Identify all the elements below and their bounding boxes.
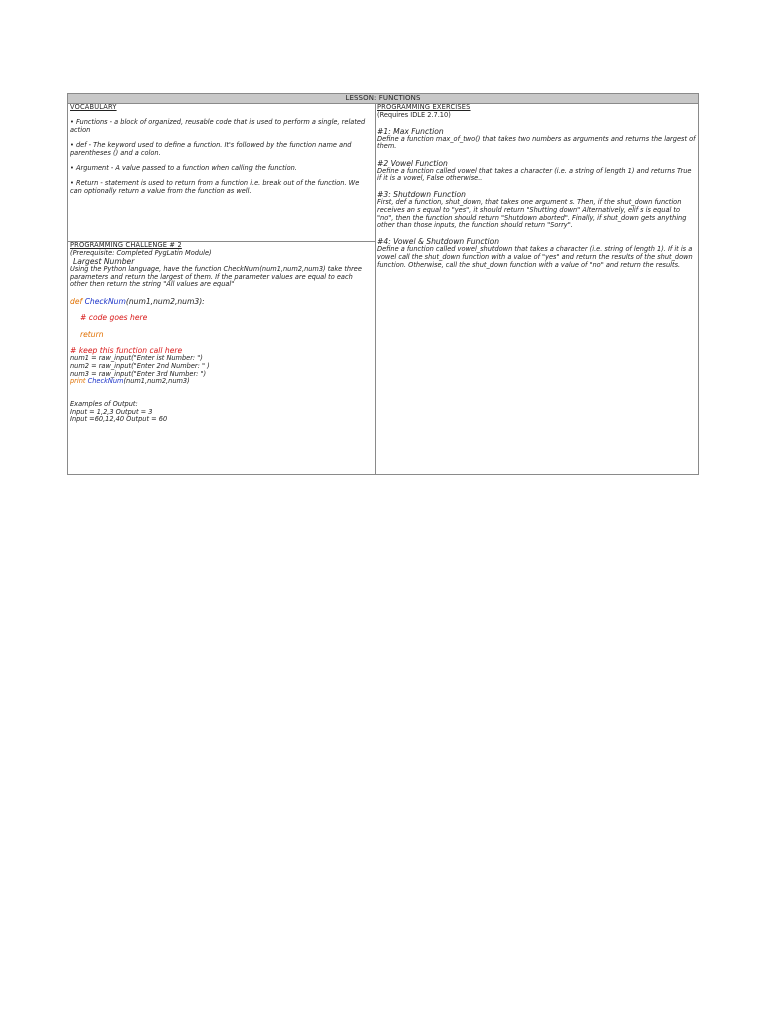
lesson-title: LESSON: FUNCTIONS xyxy=(68,94,698,104)
code-input-line-2: num2 = raw_input("Enter 2nd Number: " ) xyxy=(70,361,210,370)
challenge-heading: PROGRAMMING CHALLENGE # 2 xyxy=(70,241,182,249)
exercises-heading: PROGRAMMING EXERCISES xyxy=(377,103,471,111)
print-keyword: print xyxy=(70,377,86,386)
vocab-item-def: • def - The keyword used to define a function. It's followed by the function name and parentheses () and a colon. xyxy=(70,140,352,157)
vocab-item-return: • Return - statement is used to return from a function i.e. break out of the function. We can optionally return a value from the function as well. xyxy=(70,178,360,195)
challenge-prereq: (Prerequisite: Completed PygLatin Module) xyxy=(70,248,212,257)
exercise-4-body: Define a function called vowel_shutdown that takes a character (i.e. string of length 1). If it is a vowel call the shut_down function with a value of "yes" and return the results of the shut_down function. Otherwise, call the shut_down function with a value of "no" and return the results. xyxy=(377,245,693,269)
example-2: Input =60,12,40 Output = 60 xyxy=(70,415,168,424)
function-params: (num1,num2,num3): xyxy=(125,296,205,306)
challenge-cell xyxy=(70,242,370,424)
def-keyword: def xyxy=(70,296,83,306)
code-print-line xyxy=(70,378,370,386)
function-name: CheckNum xyxy=(84,296,126,306)
challenge-subtitle: Largest Number xyxy=(73,257,135,267)
vocab-item-argument: • Argument - A value passed to a function when calling the function. xyxy=(70,163,297,172)
code-call-comment: # keep this function call here xyxy=(70,346,183,356)
vocabulary-cell xyxy=(70,104,370,195)
exercise-1-body: Define a function max_of_two() that takes two numbers as arguments and returns the largest of them. xyxy=(377,134,696,151)
exercises-requires: (Requires IDLE 2.7.10) xyxy=(377,110,451,119)
return-keyword: return xyxy=(80,329,104,339)
exercise-2-body: Define a function called vowel that takes a character (i.e. a string of length 1) and returns True if it is a vowel, False otherwise.. xyxy=(377,166,692,183)
worksheet-table xyxy=(67,93,699,475)
challenge-description: Using the Python language, have the function CheckNum(num1,num2,num3) take three parameters and return the largest of them. If the parameter values are equal to each other then return the string "All values are equal" xyxy=(70,265,362,289)
code-input-line-3: num3 = raw_input("Enter 3rd Number: ") xyxy=(70,369,207,378)
vocabulary-heading: VOCABULARY xyxy=(70,103,117,111)
code-input-line-1: num1 = raw_input("Enter ist Number: ") xyxy=(70,354,203,363)
exercise-1-title: #1: Max Function xyxy=(377,126,444,136)
exercise-2-title: #2 Vowel Function xyxy=(377,158,448,168)
exercises-cell xyxy=(377,104,697,269)
example-1: Input = 1,2,3 Output = 3 xyxy=(70,407,153,416)
exercise-3-body: First, def a function, shut_down, that takes one argument s. Then, if the shut_down function receives an s equal to "yes", it should return "Shutting down" Alternatively, elif s is equal to "no", then the function should return "Shutdown aborted". Finally, if shut_down gets anything other than those inputs, the function should return "Sorry". xyxy=(377,198,687,230)
column-divider xyxy=(375,104,376,474)
code-body-comment: # code goes here xyxy=(80,313,148,323)
vocab-item-functions: • Functions - a block of organized, reusable code that is used to perform a single, related action xyxy=(70,118,366,134)
call-function-name: CheckNum xyxy=(87,377,124,386)
examples-heading: Examples of Output: xyxy=(70,399,138,408)
exercise-4-title: #4: Vowel & Shutdown Function xyxy=(377,237,500,247)
call-args: (num1,num2,num3) xyxy=(123,377,190,386)
exercise-3-title: #3: Shutdown Function xyxy=(377,190,466,200)
code-def-line xyxy=(70,297,370,306)
